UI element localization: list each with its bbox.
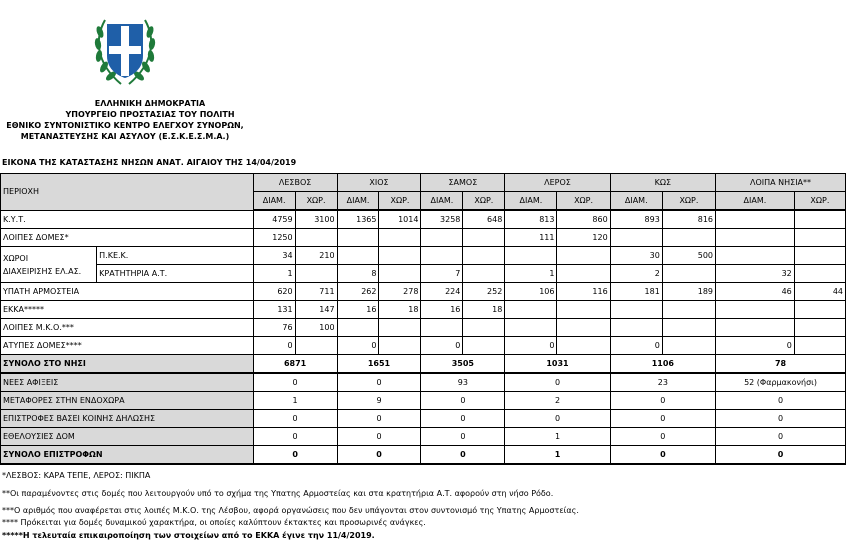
row-label: ΜΕΤΑΦΟΡΕΣ ΣΤΗΝ ΕΝΔΟΧΩΡΑ	[1, 392, 254, 410]
value-cell: 1	[253, 265, 295, 283]
value-cell	[716, 210, 795, 229]
value-cell	[794, 210, 845, 229]
value-cell: 0	[421, 337, 463, 355]
value-cell	[610, 229, 662, 247]
value-cell: 1106	[610, 355, 715, 374]
value-cell: 860	[557, 210, 610, 229]
value-cell: 3100	[295, 210, 337, 229]
value-cell: 0	[421, 392, 505, 410]
value-cell: 1	[505, 428, 610, 446]
xoroi-label-line2: ΔΙΑΧΕΙΡΙΣΗΣ ΕΛ.ΑΣ.	[3, 266, 82, 276]
table-row	[1, 210, 846, 229]
value-cell: 620	[253, 283, 295, 301]
value-cell: 76	[253, 319, 295, 337]
island-header: ΛΕΣΒΟΣ	[253, 174, 337, 192]
island-header: ΛΕΡΟΣ	[505, 174, 610, 192]
value-cell	[295, 265, 337, 283]
value-cell	[379, 247, 421, 265]
value-cell: 181	[610, 283, 662, 301]
value-cell	[505, 319, 557, 337]
value-cell	[505, 301, 557, 319]
diam-header: ΔΙΑΜ.	[253, 192, 295, 211]
value-cell: 0	[421, 446, 505, 465]
island-header: ΚΩΣ	[610, 174, 715, 192]
value-cell: 3258	[421, 210, 463, 229]
value-cell: 0	[610, 337, 662, 355]
value-cell: 120	[557, 229, 610, 247]
value-cell	[505, 247, 557, 265]
value-cell: 0	[337, 428, 421, 446]
row-label: ΕΚΚΑ*****	[1, 301, 254, 319]
value-cell: 23	[610, 373, 715, 392]
value-cell: 0	[610, 446, 715, 465]
diam-header: ΔΙΑΜ.	[610, 192, 662, 211]
value-cell	[421, 247, 463, 265]
value-cell: 0	[253, 337, 295, 355]
value-cell: 0	[421, 410, 505, 428]
value-cell: 893	[610, 210, 662, 229]
header-line4: ΜΕΤΑΝΑΣΤΕΥΣΗΣ ΚΑΙ ΑΣΥΛΟΥ (Ε.Σ.Κ.Ε.Σ.Μ.Α.)	[20, 132, 230, 141]
note-1: *ΛΕΣΒΟΣ: ΚΑΡΑ ΤΕΠΕ, ΛΕΡΟΣ: ΠΙΚΠΑ	[2, 471, 151, 480]
value-cell: 2	[505, 392, 610, 410]
value-cell: 816	[662, 210, 715, 229]
table-row	[1, 319, 846, 337]
value-cell	[794, 265, 845, 283]
row-label: ΕΘΕΛΟΥΣΙΕΣ ΔΟΜ	[1, 428, 254, 446]
value-cell	[295, 337, 337, 355]
value-cell	[794, 301, 845, 319]
row-label: Π.ΚΕ.Κ.	[97, 247, 254, 265]
value-cell: 16	[421, 301, 463, 319]
header-line5: ΕΙΚΟΝΑ ΤΗΣ ΚΑΤΑΣΤΑΣΗΣ ΝΗΣΩΝ ΑΝΑΤ. ΑΙΓΑΙΟΥ ΤΗΣ 14/04/2019	[2, 158, 297, 167]
row-label: ΛΟΙΠΕΣ ΔΟΜΕΣ*	[1, 229, 254, 247]
value-cell	[794, 319, 845, 337]
value-cell: 1365	[337, 210, 379, 229]
xor-header: ΧΩΡ.	[662, 192, 715, 211]
greek-coat-of-arms-icon	[91, 10, 159, 90]
diam-header: ΔΙΑΜ.	[716, 192, 795, 211]
value-cell: 189	[662, 283, 715, 301]
row-label: ΣΥΝΟΛΟ ΣΤΟ ΝΗΣΙ	[1, 355, 254, 374]
row-label: ΣΥΝΟΛΟ ΕΠΙΣΤΡΟΦΩΝ	[1, 446, 254, 465]
value-cell: 106	[505, 283, 557, 301]
value-cell: 46	[716, 283, 795, 301]
value-cell: 111	[505, 229, 557, 247]
value-cell: 0	[716, 446, 846, 465]
table-row	[1, 428, 846, 446]
value-cell	[610, 319, 662, 337]
diam-header: ΔΙΑΜ.	[421, 192, 463, 211]
island-header: ΛΟΙΠΑ ΝΗΣΙΑ**	[716, 174, 846, 192]
value-cell: 44	[794, 283, 845, 301]
value-cell	[421, 319, 463, 337]
value-cell: 1	[505, 446, 610, 465]
value-cell: 18	[379, 301, 421, 319]
value-cell	[716, 247, 795, 265]
row-label: ΕΠΙΣΤΡΟΦΕΣ ΒΑΣΕΙ ΚΟΙΝΗΣ ΔΗΛΩΣΗΣ	[1, 410, 254, 428]
value-cell: 8	[337, 265, 379, 283]
island-header: ΣΑΜΟΣ	[421, 174, 505, 192]
table-row	[1, 446, 846, 465]
diam-header: ΔΙΑΜ.	[505, 192, 557, 211]
xor-header: ΧΩΡ.	[794, 192, 845, 211]
row-label: ΑΤΥΠΕΣ ΔΟΜΕΣ****	[1, 337, 254, 355]
xor-header: ΧΩΡ.	[463, 192, 505, 211]
value-cell	[463, 265, 505, 283]
value-cell	[794, 229, 845, 247]
note-3: ***Ο αριθμός που αναφέρεται στις λοιπές Μ.Κ.Ο. της Λέσβου, αφορά οργανώσεις που δεν υπάγονται στον συντονισμό της Υπατης Αρμοστείας.	[2, 506, 579, 515]
value-cell: 9	[337, 392, 421, 410]
value-cell	[716, 319, 795, 337]
row-label: ΛΟΙΠΕΣ Μ.Κ.Ο.***	[1, 319, 254, 337]
value-cell	[557, 337, 610, 355]
value-cell	[295, 229, 337, 247]
value-cell: 0	[421, 428, 505, 446]
region-header: ΠΕΡΙΟΧΗ	[1, 174, 254, 211]
table-row	[1, 283, 846, 301]
value-cell	[662, 265, 715, 283]
value-cell	[463, 319, 505, 337]
value-cell: 3505	[421, 355, 505, 374]
table-row	[1, 301, 846, 319]
value-cell	[463, 337, 505, 355]
value-cell: 224	[421, 283, 463, 301]
note-2: **Οι παραμένοντες στις δομές που λειτουργούν υπό το σχήμα της Υπατης Αρμοστείας και στα κρατητήρια Α.Τ. αφορούν στη νήσο Ρόδο.	[2, 489, 554, 498]
value-cell	[557, 265, 610, 283]
value-cell: 0	[505, 410, 610, 428]
value-cell: 30	[610, 247, 662, 265]
note-4: **** Πρόκειται για δομές δυναμικού χαρακτήρα, οι οποίες καλύπτουν έκτακτες και προσωρινές ανάγκες.	[2, 518, 426, 527]
value-cell: 0	[337, 446, 421, 465]
value-cell	[557, 319, 610, 337]
value-cell: 500	[662, 247, 715, 265]
header-line2: ΥΠΟΥΡΓΕΙΟ ΠΡΟΣΤΑΣΙΑΣ ΤΟΥ ΠΟΛΙΤΗ	[65, 110, 235, 119]
value-cell: 252	[463, 283, 505, 301]
island-header: ΧΙΟΣ	[337, 174, 421, 192]
xor-header: ΧΩΡ.	[295, 192, 337, 211]
value-cell	[557, 301, 610, 319]
table-row	[1, 355, 846, 374]
value-cell: 18	[463, 301, 505, 319]
value-cell: 0	[610, 428, 715, 446]
value-cell: 7	[421, 265, 463, 283]
value-cell	[463, 247, 505, 265]
value-cell: 93	[421, 373, 505, 392]
value-cell: 131	[253, 301, 295, 319]
value-cell	[662, 229, 715, 247]
table-row	[1, 229, 846, 247]
value-cell	[794, 247, 845, 265]
value-cell	[610, 301, 662, 319]
value-cell: 711	[295, 283, 337, 301]
value-cell: 0	[505, 337, 557, 355]
table-row	[1, 373, 846, 392]
table-row	[1, 247, 846, 265]
value-cell: 2	[610, 265, 662, 283]
value-cell: 0	[505, 373, 610, 392]
status-table	[0, 173, 846, 465]
xoroi-label	[1, 247, 97, 283]
row-label: ΝΕΕΣ ΑΦΙΞΕΙΣ	[1, 373, 254, 392]
value-cell: 16	[337, 301, 379, 319]
value-cell: 52 (Φαρμακονήσι)	[716, 373, 846, 392]
value-cell	[716, 229, 795, 247]
value-cell: 210	[295, 247, 337, 265]
xor-header: ΧΩΡ.	[557, 192, 610, 211]
value-cell	[794, 337, 845, 355]
value-cell: 34	[253, 247, 295, 265]
value-cell: 1	[505, 265, 557, 283]
value-cell	[379, 229, 421, 247]
value-cell: 0	[716, 337, 795, 355]
value-cell: 100	[295, 319, 337, 337]
value-cell: 116	[557, 283, 610, 301]
xoroi-label-line1: ΧΩΡΟΙ	[3, 253, 29, 263]
value-cell	[463, 229, 505, 247]
row-label: ΥΠΑΤΗ ΑΡΜΟΣΤΕΙΑ	[1, 283, 254, 301]
value-cell: 0	[253, 373, 337, 392]
value-cell: 1	[253, 392, 337, 410]
value-cell: 4759	[253, 210, 295, 229]
value-cell	[716, 301, 795, 319]
value-cell: 0	[337, 337, 379, 355]
value-cell: 0	[610, 392, 715, 410]
value-cell: 813	[505, 210, 557, 229]
value-cell: 147	[295, 301, 337, 319]
value-cell: 0	[253, 410, 337, 428]
value-cell: 278	[379, 283, 421, 301]
value-cell	[337, 229, 379, 247]
value-cell: 0	[253, 428, 337, 446]
value-cell: 262	[337, 283, 379, 301]
table-row	[1, 265, 846, 283]
value-cell	[337, 247, 379, 265]
value-cell: 0	[337, 410, 421, 428]
value-cell	[421, 229, 463, 247]
value-cell	[379, 337, 421, 355]
value-cell	[662, 337, 715, 355]
value-cell: 648	[463, 210, 505, 229]
table-row	[1, 337, 846, 355]
value-cell: 1031	[505, 355, 610, 374]
xor-header: ΧΩΡ.	[379, 192, 421, 211]
row-label: Κ.Υ.Τ.	[1, 210, 254, 229]
table-row	[1, 392, 846, 410]
value-cell: 6871	[253, 355, 337, 374]
value-cell	[557, 247, 610, 265]
value-cell: 32	[716, 265, 795, 283]
value-cell: 0	[337, 373, 421, 392]
header-line3: ΕΘΝΙΚΟ ΣΥΝΤΟΝΙΣΤΙΚΟ ΚΕΝΤΡΟ ΕΛΕΓΧΟΥ ΣΥΝΟΡΩΝ,	[6, 121, 244, 130]
diam-header: ΔΙΑΜ.	[337, 192, 379, 211]
value-cell: 1250	[253, 229, 295, 247]
value-cell: 0	[610, 410, 715, 428]
value-cell: 1014	[379, 210, 421, 229]
value-cell: 0	[716, 428, 846, 446]
value-cell	[662, 319, 715, 337]
value-cell	[379, 319, 421, 337]
value-cell: 78	[716, 355, 846, 374]
value-cell: 1651	[337, 355, 421, 374]
table-row	[1, 410, 846, 428]
value-cell	[379, 265, 421, 283]
value-cell: 0	[716, 392, 846, 410]
note-5: *****Η τελευταία επικαιροποίηση των στοιχείων από το ΕΚΚΑ έγινε την 11/4/2019.	[2, 531, 375, 540]
value-cell	[662, 301, 715, 319]
value-cell	[337, 319, 379, 337]
header-line1: ΕΛΛΗΝΙΚΗ ΔΗΜΟΚΡΑΤΙΑ	[94, 99, 206, 108]
row-label: ΚΡΑΤΗΤΗΡΙΑ Α.Τ.	[97, 265, 254, 283]
value-cell: 0	[253, 446, 337, 465]
value-cell: 0	[716, 410, 846, 428]
